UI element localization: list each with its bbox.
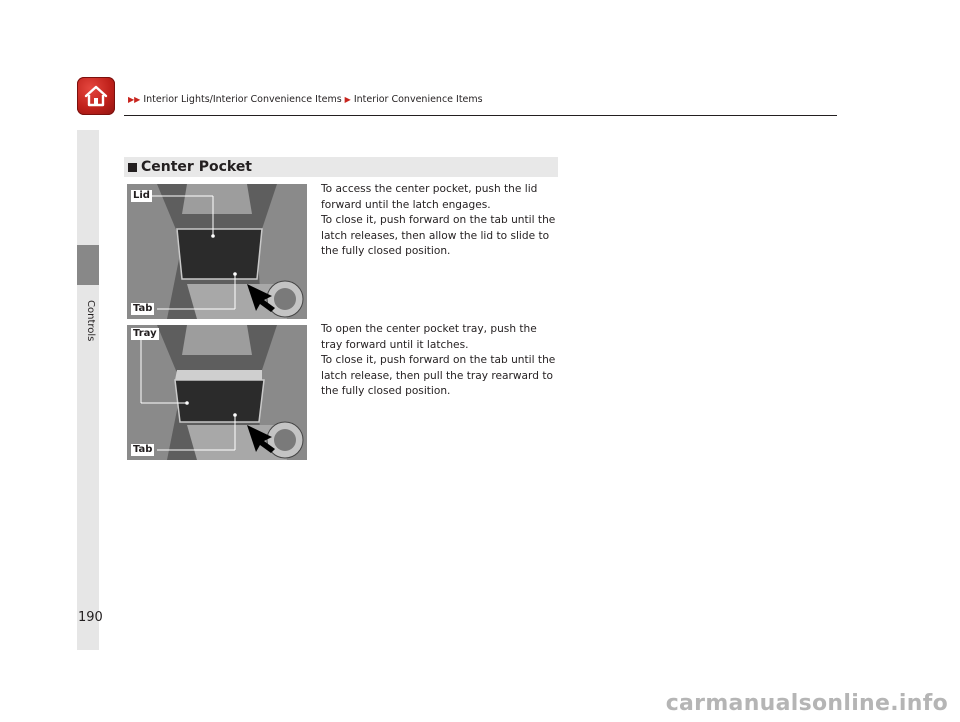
side-section-label: Controls xyxy=(85,300,96,342)
header-rule xyxy=(124,115,837,116)
section-heading xyxy=(124,157,558,177)
callout-lid: Lid xyxy=(133,190,150,201)
breadcrumb xyxy=(128,94,483,105)
side-tab-marker xyxy=(77,245,99,285)
breadcrumb-item-interior-lights[interactable]: Interior Lights/Interior Convenience Items xyxy=(143,94,342,105)
console-illustration xyxy=(127,184,307,319)
triangle-right-icon: ▶▶ xyxy=(128,95,141,104)
side-tab-background xyxy=(77,130,99,650)
triangle-right-icon: ▶ xyxy=(344,95,351,104)
section-title: Center Pocket xyxy=(141,159,253,175)
callout-tab: Tab xyxy=(133,444,153,455)
home-icon xyxy=(83,84,109,108)
watermark: carmanualsonline.info xyxy=(665,691,948,716)
home-button[interactable] xyxy=(77,77,115,115)
paragraph-text: To access the center pocket, push the lid forward until the latch engages. xyxy=(321,183,538,211)
paragraph-text: To open the center pocket tray, push the tray forward until it latches. xyxy=(321,323,537,351)
paragraph-text: To close it, push forward on the tab until the latch releases, then allow the lid to slide to the fully closed position. xyxy=(321,214,556,257)
page-number: 190 xyxy=(78,610,103,625)
lid-instructions xyxy=(321,182,561,260)
tray-instructions xyxy=(321,322,561,400)
square-bullet-icon xyxy=(128,163,137,172)
callout-tab: Tab xyxy=(133,303,153,314)
center-pocket-tray-figure xyxy=(127,325,307,460)
callout-tray: Tray xyxy=(133,328,157,339)
console-illustration xyxy=(127,325,307,460)
paragraph-text: To close it, push forward on the tab until the latch release, then pull the tray rearward to the fully closed position. xyxy=(321,354,556,397)
center-pocket-lid-figure xyxy=(127,184,307,319)
breadcrumb-item-convenience-items[interactable]: Interior Convenience Items xyxy=(353,94,483,105)
